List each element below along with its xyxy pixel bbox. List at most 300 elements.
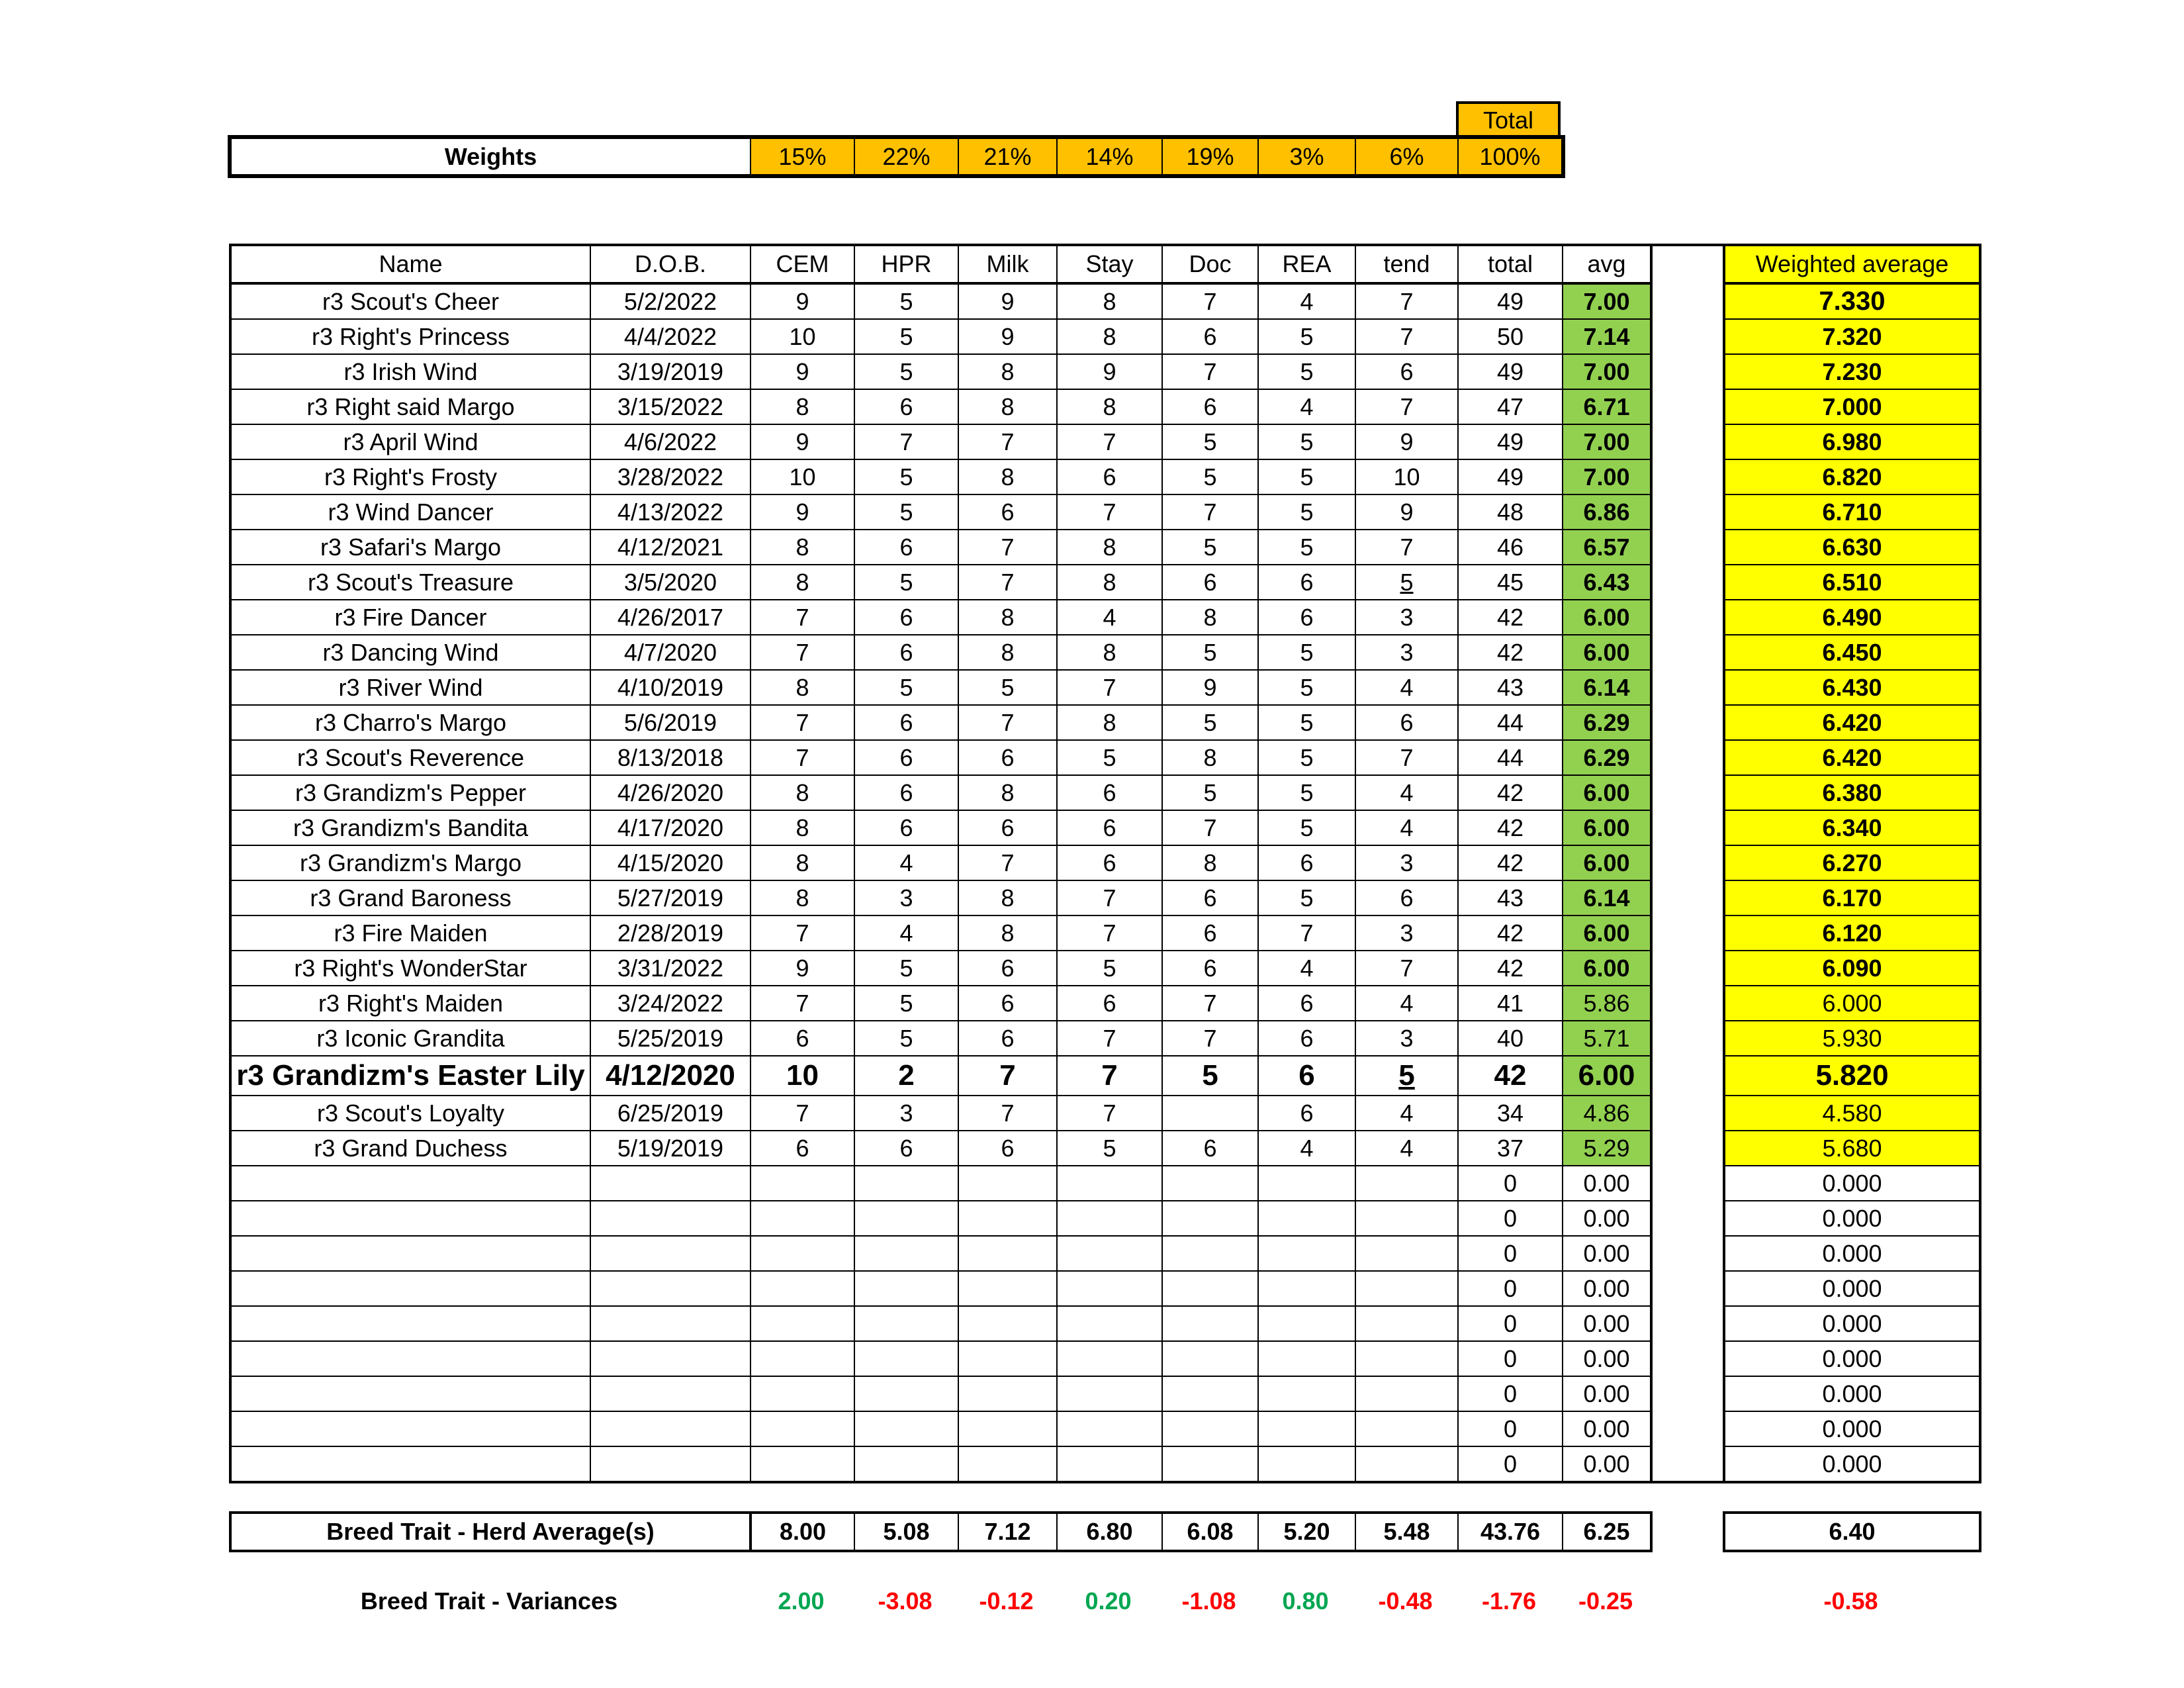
- cell-doc[interactable]: 6: [1162, 951, 1258, 986]
- cell-hpr[interactable]: 6: [854, 600, 958, 635]
- cell-tend[interactable]: 6: [1355, 705, 1458, 740]
- cell-milk[interactable]: 7: [958, 565, 1057, 600]
- cell-dob[interactable]: 3/31/2022: [590, 951, 751, 986]
- cell-tend[interactable]: 7: [1355, 319, 1458, 354]
- cell-hpr[interactable]: 3: [854, 1096, 958, 1131]
- cell-cem[interactable]: 10: [751, 319, 854, 354]
- cell-name[interactable]: r3 Safari's Margo: [230, 530, 590, 565]
- cell-stay[interactable]: 5: [1057, 951, 1162, 986]
- cell-name[interactable]: r3 Dancing Wind: [230, 635, 590, 670]
- cell-cem[interactable]: [751, 1306, 854, 1341]
- cell-doc[interactable]: 7: [1162, 494, 1258, 530]
- cell-dob[interactable]: [590, 1341, 751, 1376]
- cell-milk[interactable]: 7: [958, 845, 1057, 880]
- cell-rea[interactable]: 5: [1258, 459, 1355, 494]
- cell-cem[interactable]: [751, 1166, 854, 1201]
- cell-doc[interactable]: [1162, 1271, 1258, 1306]
- cell-doc[interactable]: 7: [1162, 810, 1258, 845]
- cell-doc[interactable]: 8: [1162, 600, 1258, 635]
- cell-cem[interactable]: 7: [751, 915, 854, 951]
- cell-cem[interactable]: [751, 1271, 854, 1306]
- cell-rea[interactable]: 4: [1258, 951, 1355, 986]
- cell-name[interactable]: [230, 1341, 590, 1376]
- cell-rea[interactable]: 4: [1258, 389, 1355, 424]
- cell-milk[interactable]: 5: [958, 670, 1057, 705]
- cell-milk[interactable]: 7: [958, 530, 1057, 565]
- cell-milk[interactable]: 7: [958, 1096, 1057, 1131]
- cell-cem[interactable]: 8: [751, 810, 854, 845]
- cell-dob[interactable]: 3/24/2022: [590, 986, 751, 1021]
- cell-hpr[interactable]: 5: [854, 319, 958, 354]
- cell-doc[interactable]: [1162, 1446, 1258, 1482]
- cell-name[interactable]: r3 April Wind: [230, 424, 590, 459]
- cell-dob[interactable]: 5/6/2019: [590, 705, 751, 740]
- cell-name[interactable]: [230, 1306, 590, 1341]
- cell-doc[interactable]: 7: [1162, 283, 1258, 319]
- cell-milk[interactable]: 6: [958, 1021, 1057, 1056]
- cell-milk[interactable]: 8: [958, 635, 1057, 670]
- cell-cem[interactable]: 7: [751, 600, 854, 635]
- cell-milk[interactable]: 7: [958, 1056, 1057, 1096]
- cell-tend[interactable]: [1355, 565, 1458, 600]
- cell-name[interactable]: r3 Grandizm's Pepper: [230, 775, 590, 810]
- cell-tend[interactable]: 3: [1355, 635, 1458, 670]
- cell-name[interactable]: r3 Scout's Loyalty: [230, 1096, 590, 1131]
- cell-milk[interactable]: 6: [958, 951, 1057, 986]
- cell-cem[interactable]: 6: [751, 1021, 854, 1056]
- cell-tend[interactable]: 4: [1355, 670, 1458, 705]
- cell-tend[interactable]: [1355, 1166, 1458, 1201]
- cell-dob[interactable]: 3/28/2022: [590, 459, 751, 494]
- cell-name[interactable]: r3 Scout's Cheer: [230, 283, 590, 319]
- cell-dob[interactable]: [590, 1271, 751, 1306]
- cell-name[interactable]: r3 Grandizm's Easter Lily: [230, 1056, 590, 1096]
- cell-name[interactable]: [230, 1376, 590, 1411]
- cell-rea[interactable]: 4: [1258, 283, 1355, 319]
- cell-dob[interactable]: [590, 1376, 751, 1411]
- cell-tend[interactable]: [1355, 1446, 1458, 1482]
- cell-cem[interactable]: 7: [751, 986, 854, 1021]
- cell-doc[interactable]: 6: [1162, 880, 1258, 915]
- cell-doc[interactable]: [1162, 1411, 1258, 1446]
- cell-hpr[interactable]: [854, 1271, 958, 1306]
- cell-tend[interactable]: 4: [1355, 810, 1458, 845]
- cell-hpr[interactable]: [854, 1306, 958, 1341]
- cell-cem[interactable]: 9: [751, 354, 854, 389]
- cell-milk[interactable]: 8: [958, 775, 1057, 810]
- cell-stay[interactable]: [1057, 1446, 1162, 1482]
- cell-name[interactable]: r3 Right's Maiden: [230, 986, 590, 1021]
- cell-stay[interactable]: 4: [1057, 600, 1162, 635]
- cell-cem[interactable]: 8: [751, 670, 854, 705]
- cell-hpr[interactable]: 2: [854, 1056, 958, 1096]
- cell-hpr[interactable]: 3: [854, 880, 958, 915]
- weight-tend[interactable]: 6%: [1355, 138, 1458, 175]
- cell-milk[interactable]: [958, 1201, 1057, 1236]
- cell-doc[interactable]: 7: [1162, 354, 1258, 389]
- cell-doc[interactable]: [1162, 1306, 1258, 1341]
- cell-name[interactable]: r3 Grandizm's Margo: [230, 845, 590, 880]
- cell-milk[interactable]: 8: [958, 389, 1057, 424]
- cell-milk[interactable]: 6: [958, 986, 1057, 1021]
- cell-dob[interactable]: [590, 1446, 751, 1482]
- cell-doc[interactable]: 5: [1162, 775, 1258, 810]
- cell-cem[interactable]: 8: [751, 880, 854, 915]
- cell-milk[interactable]: 6: [958, 494, 1057, 530]
- cell-stay[interactable]: 8: [1057, 389, 1162, 424]
- cell-milk[interactable]: [958, 1446, 1057, 1482]
- cell-dob[interactable]: 3/15/2022: [590, 389, 751, 424]
- cell-milk[interactable]: 8: [958, 880, 1057, 915]
- weight-cem[interactable]: 15%: [751, 138, 854, 175]
- cell-rea[interactable]: [1258, 1166, 1355, 1201]
- cell-stay[interactable]: 7: [1057, 1096, 1162, 1131]
- cell-milk[interactable]: [958, 1271, 1057, 1306]
- cell-hpr[interactable]: 5: [854, 354, 958, 389]
- cell-stay[interactable]: [1057, 1306, 1162, 1341]
- cell-dob[interactable]: 4/26/2017: [590, 600, 751, 635]
- cell-stay[interactable]: 8: [1057, 283, 1162, 319]
- cell-cem[interactable]: [751, 1236, 854, 1271]
- cell-stay[interactable]: [1057, 1201, 1162, 1236]
- cell-tend[interactable]: 4: [1355, 1131, 1458, 1166]
- cell-milk[interactable]: 8: [958, 600, 1057, 635]
- cell-hpr[interactable]: 4: [854, 845, 958, 880]
- cell-rea[interactable]: 5: [1258, 319, 1355, 354]
- cell-dob[interactable]: 5/27/2019: [590, 880, 751, 915]
- cell-tend[interactable]: [1355, 1201, 1458, 1236]
- weight-stay[interactable]: 14%: [1057, 138, 1162, 175]
- cell-stay[interactable]: 6: [1057, 986, 1162, 1021]
- cell-dob[interactable]: 5/2/2022: [590, 283, 751, 319]
- cell-hpr[interactable]: 5: [854, 951, 958, 986]
- cell-dob[interactable]: 4/12/2020: [590, 1056, 751, 1096]
- cell-stay[interactable]: [1057, 1341, 1162, 1376]
- cell-tend[interactable]: 6: [1355, 880, 1458, 915]
- cell-hpr[interactable]: 5: [854, 494, 958, 530]
- cell-hpr[interactable]: 6: [854, 705, 958, 740]
- cell-name[interactable]: r3 Right's Frosty: [230, 459, 590, 494]
- cell-name[interactable]: r3 Fire Dancer: [230, 600, 590, 635]
- cell-hpr[interactable]: [854, 1411, 958, 1446]
- cell-rea[interactable]: 6: [1258, 600, 1355, 635]
- weight-milk[interactable]: 21%: [958, 138, 1057, 175]
- cell-doc[interactable]: [1162, 1236, 1258, 1271]
- cell-stay[interactable]: [1057, 1166, 1162, 1201]
- cell-cem[interactable]: 8: [751, 845, 854, 880]
- cell-cem[interactable]: 9: [751, 951, 854, 986]
- cell-doc[interactable]: 8: [1162, 845, 1258, 880]
- cell-rea[interactable]: 5: [1258, 740, 1355, 775]
- cell-milk[interactable]: [958, 1341, 1057, 1376]
- cell-stay[interactable]: 6: [1057, 775, 1162, 810]
- cell-dob[interactable]: 4/12/2021: [590, 530, 751, 565]
- cell-dob[interactable]: 4/15/2020: [590, 845, 751, 880]
- cell-tend[interactable]: 3: [1355, 845, 1458, 880]
- cell-dob[interactable]: 6/25/2019: [590, 1096, 751, 1131]
- cell-milk[interactable]: 7: [958, 424, 1057, 459]
- cell-hpr[interactable]: 5: [854, 986, 958, 1021]
- cell-stay[interactable]: 7: [1057, 1056, 1162, 1096]
- cell-rea[interactable]: [1258, 1446, 1355, 1482]
- cell-rea[interactable]: 5: [1258, 880, 1355, 915]
- cell-hpr[interactable]: 6: [854, 1131, 958, 1166]
- cell-dob[interactable]: 3/5/2020: [590, 565, 751, 600]
- cell-hpr[interactable]: 6: [854, 635, 958, 670]
- cell-rea[interactable]: [1258, 1306, 1355, 1341]
- cell-stay[interactable]: 5: [1057, 740, 1162, 775]
- cell-milk[interactable]: [958, 1166, 1057, 1201]
- cell-rea[interactable]: 5: [1258, 354, 1355, 389]
- cell-cem[interactable]: 9: [751, 494, 854, 530]
- cell-hpr[interactable]: [854, 1376, 958, 1411]
- cell-stay[interactable]: 5: [1057, 1131, 1162, 1166]
- cell-dob[interactable]: [590, 1306, 751, 1341]
- cell-name[interactable]: r3 Right's Princess: [230, 319, 590, 354]
- cell-hpr[interactable]: [854, 1341, 958, 1376]
- cell-dob[interactable]: 5/19/2019: [590, 1131, 751, 1166]
- cell-name[interactable]: [230, 1236, 590, 1271]
- cell-hpr[interactable]: 6: [854, 740, 958, 775]
- cell-hpr[interactable]: 6: [854, 530, 958, 565]
- cell-doc[interactable]: 7: [1162, 986, 1258, 1021]
- cell-cem[interactable]: 10: [751, 459, 854, 494]
- cell-stay[interactable]: [1057, 1376, 1162, 1411]
- cell-tend[interactable]: [1355, 1306, 1458, 1341]
- cell-doc[interactable]: 5: [1162, 635, 1258, 670]
- cell-rea[interactable]: 4: [1258, 1131, 1355, 1166]
- cell-name[interactable]: [230, 1446, 590, 1482]
- cell-tend[interactable]: [1355, 1376, 1458, 1411]
- cell-cem[interactable]: 7: [751, 705, 854, 740]
- cell-doc[interactable]: 9: [1162, 670, 1258, 705]
- cell-name[interactable]: r3 River Wind: [230, 670, 590, 705]
- cell-dob[interactable]: 2/28/2019: [590, 915, 751, 951]
- cell-doc[interactable]: 6: [1162, 319, 1258, 354]
- cell-tend[interactable]: 3: [1355, 1021, 1458, 1056]
- cell-stay[interactable]: 9: [1057, 354, 1162, 389]
- cell-dob[interactable]: 4/6/2022: [590, 424, 751, 459]
- cell-name[interactable]: r3 Scout's Reverence: [230, 740, 590, 775]
- cell-stay[interactable]: 8: [1057, 705, 1162, 740]
- cell-rea[interactable]: 5: [1258, 635, 1355, 670]
- cell-dob[interactable]: 4/4/2022: [590, 319, 751, 354]
- cell-hpr[interactable]: 5: [854, 565, 958, 600]
- cell-milk[interactable]: 9: [958, 283, 1057, 319]
- cell-dob[interactable]: 8/13/2018: [590, 740, 751, 775]
- cell-doc[interactable]: 8: [1162, 740, 1258, 775]
- cell-stay[interactable]: [1057, 1271, 1162, 1306]
- cell-rea[interactable]: [1258, 1341, 1355, 1376]
- cell-name[interactable]: r3 Irish Wind: [230, 354, 590, 389]
- cell-rea[interactable]: 5: [1258, 670, 1355, 705]
- cell-rea[interactable]: 5: [1258, 494, 1355, 530]
- cell-rea[interactable]: 6: [1258, 1021, 1355, 1056]
- cell-dob[interactable]: [590, 1236, 751, 1271]
- cell-rea[interactable]: 5: [1258, 705, 1355, 740]
- cell-stay[interactable]: 8: [1057, 530, 1162, 565]
- cell-tend[interactable]: 4: [1355, 986, 1458, 1021]
- cell-dob[interactable]: [590, 1201, 751, 1236]
- cell-stay[interactable]: 8: [1057, 635, 1162, 670]
- cell-name[interactable]: [230, 1201, 590, 1236]
- cell-tend[interactable]: [1355, 1341, 1458, 1376]
- cell-stay[interactable]: 8: [1057, 565, 1162, 600]
- cell-tend[interactable]: 7: [1355, 740, 1458, 775]
- cell-dob[interactable]: [590, 1166, 751, 1201]
- cell-tend[interactable]: 7: [1355, 389, 1458, 424]
- cell-name[interactable]: r3 Wind Dancer: [230, 494, 590, 530]
- cell-cem[interactable]: [751, 1376, 854, 1411]
- cell-name[interactable]: r3 Charro's Margo: [230, 705, 590, 740]
- cell-stay[interactable]: 7: [1057, 880, 1162, 915]
- cell-doc[interactable]: 5: [1162, 705, 1258, 740]
- cell-name[interactable]: r3 Grand Baroness: [230, 880, 590, 915]
- cell-tend[interactable]: 10: [1355, 459, 1458, 494]
- cell-milk[interactable]: [958, 1306, 1057, 1341]
- cell-name[interactable]: r3 Grand Duchess: [230, 1131, 590, 1166]
- cell-doc[interactable]: 6: [1162, 1131, 1258, 1166]
- cell-name[interactable]: r3 Right's WonderStar: [230, 951, 590, 986]
- cell-cem[interactable]: 8: [751, 389, 854, 424]
- cell-rea[interactable]: 6: [1258, 986, 1355, 1021]
- cell-doc[interactable]: [1162, 1201, 1258, 1236]
- cell-cem[interactable]: 10: [751, 1056, 854, 1096]
- cell-milk[interactable]: [958, 1411, 1057, 1446]
- cell-doc[interactable]: 5: [1162, 530, 1258, 565]
- cell-dob[interactable]: 4/7/2020: [590, 635, 751, 670]
- cell-milk[interactable]: 9: [958, 319, 1057, 354]
- weight-rea[interactable]: 3%: [1258, 138, 1355, 175]
- cell-rea[interactable]: 7: [1258, 915, 1355, 951]
- cell-tend[interactable]: [1355, 1271, 1458, 1306]
- cell-stay[interactable]: 7: [1057, 915, 1162, 951]
- cell-cem[interactable]: [751, 1446, 854, 1482]
- cell-dob[interactable]: 5/25/2019: [590, 1021, 751, 1056]
- cell-cem[interactable]: 7: [751, 740, 854, 775]
- cell-hpr[interactable]: 5: [854, 1021, 958, 1056]
- cell-milk[interactable]: 6: [958, 740, 1057, 775]
- cell-hpr[interactable]: 4: [854, 915, 958, 951]
- cell-dob[interactable]: 4/13/2022: [590, 494, 751, 530]
- cell-cem[interactable]: 7: [751, 635, 854, 670]
- cell-dob[interactable]: 4/10/2019: [590, 670, 751, 705]
- cell-hpr[interactable]: 6: [854, 775, 958, 810]
- cell-name[interactable]: r3 Fire Maiden: [230, 915, 590, 951]
- cell-stay[interactable]: 7: [1057, 494, 1162, 530]
- cell-cem[interactable]: 9: [751, 424, 854, 459]
- cell-tend[interactable]: 9: [1355, 494, 1458, 530]
- cell-dob[interactable]: 4/26/2020: [590, 775, 751, 810]
- cell-tend[interactable]: 3: [1355, 915, 1458, 951]
- cell-cem[interactable]: [751, 1201, 854, 1236]
- cell-milk[interactable]: 6: [958, 810, 1057, 845]
- weight-doc[interactable]: 19%: [1162, 138, 1258, 175]
- cell-tend[interactable]: 7: [1355, 951, 1458, 986]
- cell-doc[interactable]: 7: [1162, 1021, 1258, 1056]
- cell-tend[interactable]: 6: [1355, 354, 1458, 389]
- cell-cem[interactable]: 8: [751, 530, 854, 565]
- cell-stay[interactable]: 7: [1057, 1021, 1162, 1056]
- cell-tend[interactable]: [1355, 1056, 1458, 1096]
- cell-name[interactable]: r3 Scout's Treasure: [230, 565, 590, 600]
- cell-doc[interactable]: 5: [1162, 424, 1258, 459]
- cell-milk[interactable]: 7: [958, 705, 1057, 740]
- cell-milk[interactable]: [958, 1376, 1057, 1411]
- cell-milk[interactable]: 6: [958, 1131, 1057, 1166]
- cell-hpr[interactable]: [854, 1201, 958, 1236]
- cell-doc[interactable]: [1162, 1096, 1258, 1131]
- cell-rea[interactable]: [1258, 1236, 1355, 1271]
- cell-name[interactable]: r3 Iconic Grandita: [230, 1021, 590, 1056]
- cell-hpr[interactable]: 5: [854, 283, 958, 319]
- cell-doc[interactable]: 5: [1162, 1056, 1258, 1096]
- cell-doc[interactable]: 6: [1162, 389, 1258, 424]
- cell-rea[interactable]: 5: [1258, 424, 1355, 459]
- cell-stay[interactable]: [1057, 1236, 1162, 1271]
- cell-dob[interactable]: 3/19/2019: [590, 354, 751, 389]
- cell-rea[interactable]: [1258, 1201, 1355, 1236]
- cell-cem[interactable]: [751, 1341, 854, 1376]
- cell-doc[interactable]: 6: [1162, 915, 1258, 951]
- cell-cem[interactable]: [751, 1411, 854, 1446]
- cell-rea[interactable]: 5: [1258, 810, 1355, 845]
- cell-tend[interactable]: 7: [1355, 283, 1458, 319]
- cell-name[interactable]: [230, 1411, 590, 1446]
- cell-milk[interactable]: 8: [958, 459, 1057, 494]
- cell-milk[interactable]: [958, 1236, 1057, 1271]
- cell-name[interactable]: r3 Grandizm's Bandita: [230, 810, 590, 845]
- cell-hpr[interactable]: [854, 1446, 958, 1482]
- cell-tend[interactable]: 4: [1355, 1096, 1458, 1131]
- cell-hpr[interactable]: 6: [854, 389, 958, 424]
- cell-tend[interactable]: 4: [1355, 775, 1458, 810]
- cell-stay[interactable]: 8: [1057, 319, 1162, 354]
- cell-tend[interactable]: [1355, 1411, 1458, 1446]
- cell-cem[interactable]: 9: [751, 283, 854, 319]
- cell-cem[interactable]: 8: [751, 775, 854, 810]
- cell-stay[interactable]: 6: [1057, 810, 1162, 845]
- cell-milk[interactable]: 8: [958, 915, 1057, 951]
- cell-dob[interactable]: 4/17/2020: [590, 810, 751, 845]
- cell-hpr[interactable]: [854, 1236, 958, 1271]
- cell-cem[interactable]: 7: [751, 1096, 854, 1131]
- cell-stay[interactable]: 6: [1057, 845, 1162, 880]
- cell-tend[interactable]: 9: [1355, 424, 1458, 459]
- cell-doc[interactable]: [1162, 1166, 1258, 1201]
- cell-doc[interactable]: 5: [1162, 459, 1258, 494]
- cell-tend[interactable]: [1355, 1236, 1458, 1271]
- cell-tend[interactable]: 7: [1355, 530, 1458, 565]
- cell-rea[interactable]: [1258, 1271, 1355, 1306]
- cell-doc[interactable]: 6: [1162, 565, 1258, 600]
- cell-cem[interactable]: 8: [751, 565, 854, 600]
- cell-milk[interactable]: 8: [958, 354, 1057, 389]
- cell-rea[interactable]: [1258, 1376, 1355, 1411]
- cell-hpr[interactable]: 5: [854, 459, 958, 494]
- cell-tend[interactable]: 3: [1355, 600, 1458, 635]
- cell-rea[interactable]: 6: [1258, 565, 1355, 600]
- cell-hpr[interactable]: [854, 1166, 958, 1201]
- cell-doc[interactable]: [1162, 1376, 1258, 1411]
- cell-hpr[interactable]: 6: [854, 810, 958, 845]
- cell-dob[interactable]: [590, 1411, 751, 1446]
- cell-hpr[interactable]: 7: [854, 424, 958, 459]
- cell-name[interactable]: r3 Right said Margo: [230, 389, 590, 424]
- cell-name[interactable]: [230, 1166, 590, 1201]
- cell-hpr[interactable]: 5: [854, 670, 958, 705]
- cell-cem[interactable]: 6: [751, 1131, 854, 1166]
